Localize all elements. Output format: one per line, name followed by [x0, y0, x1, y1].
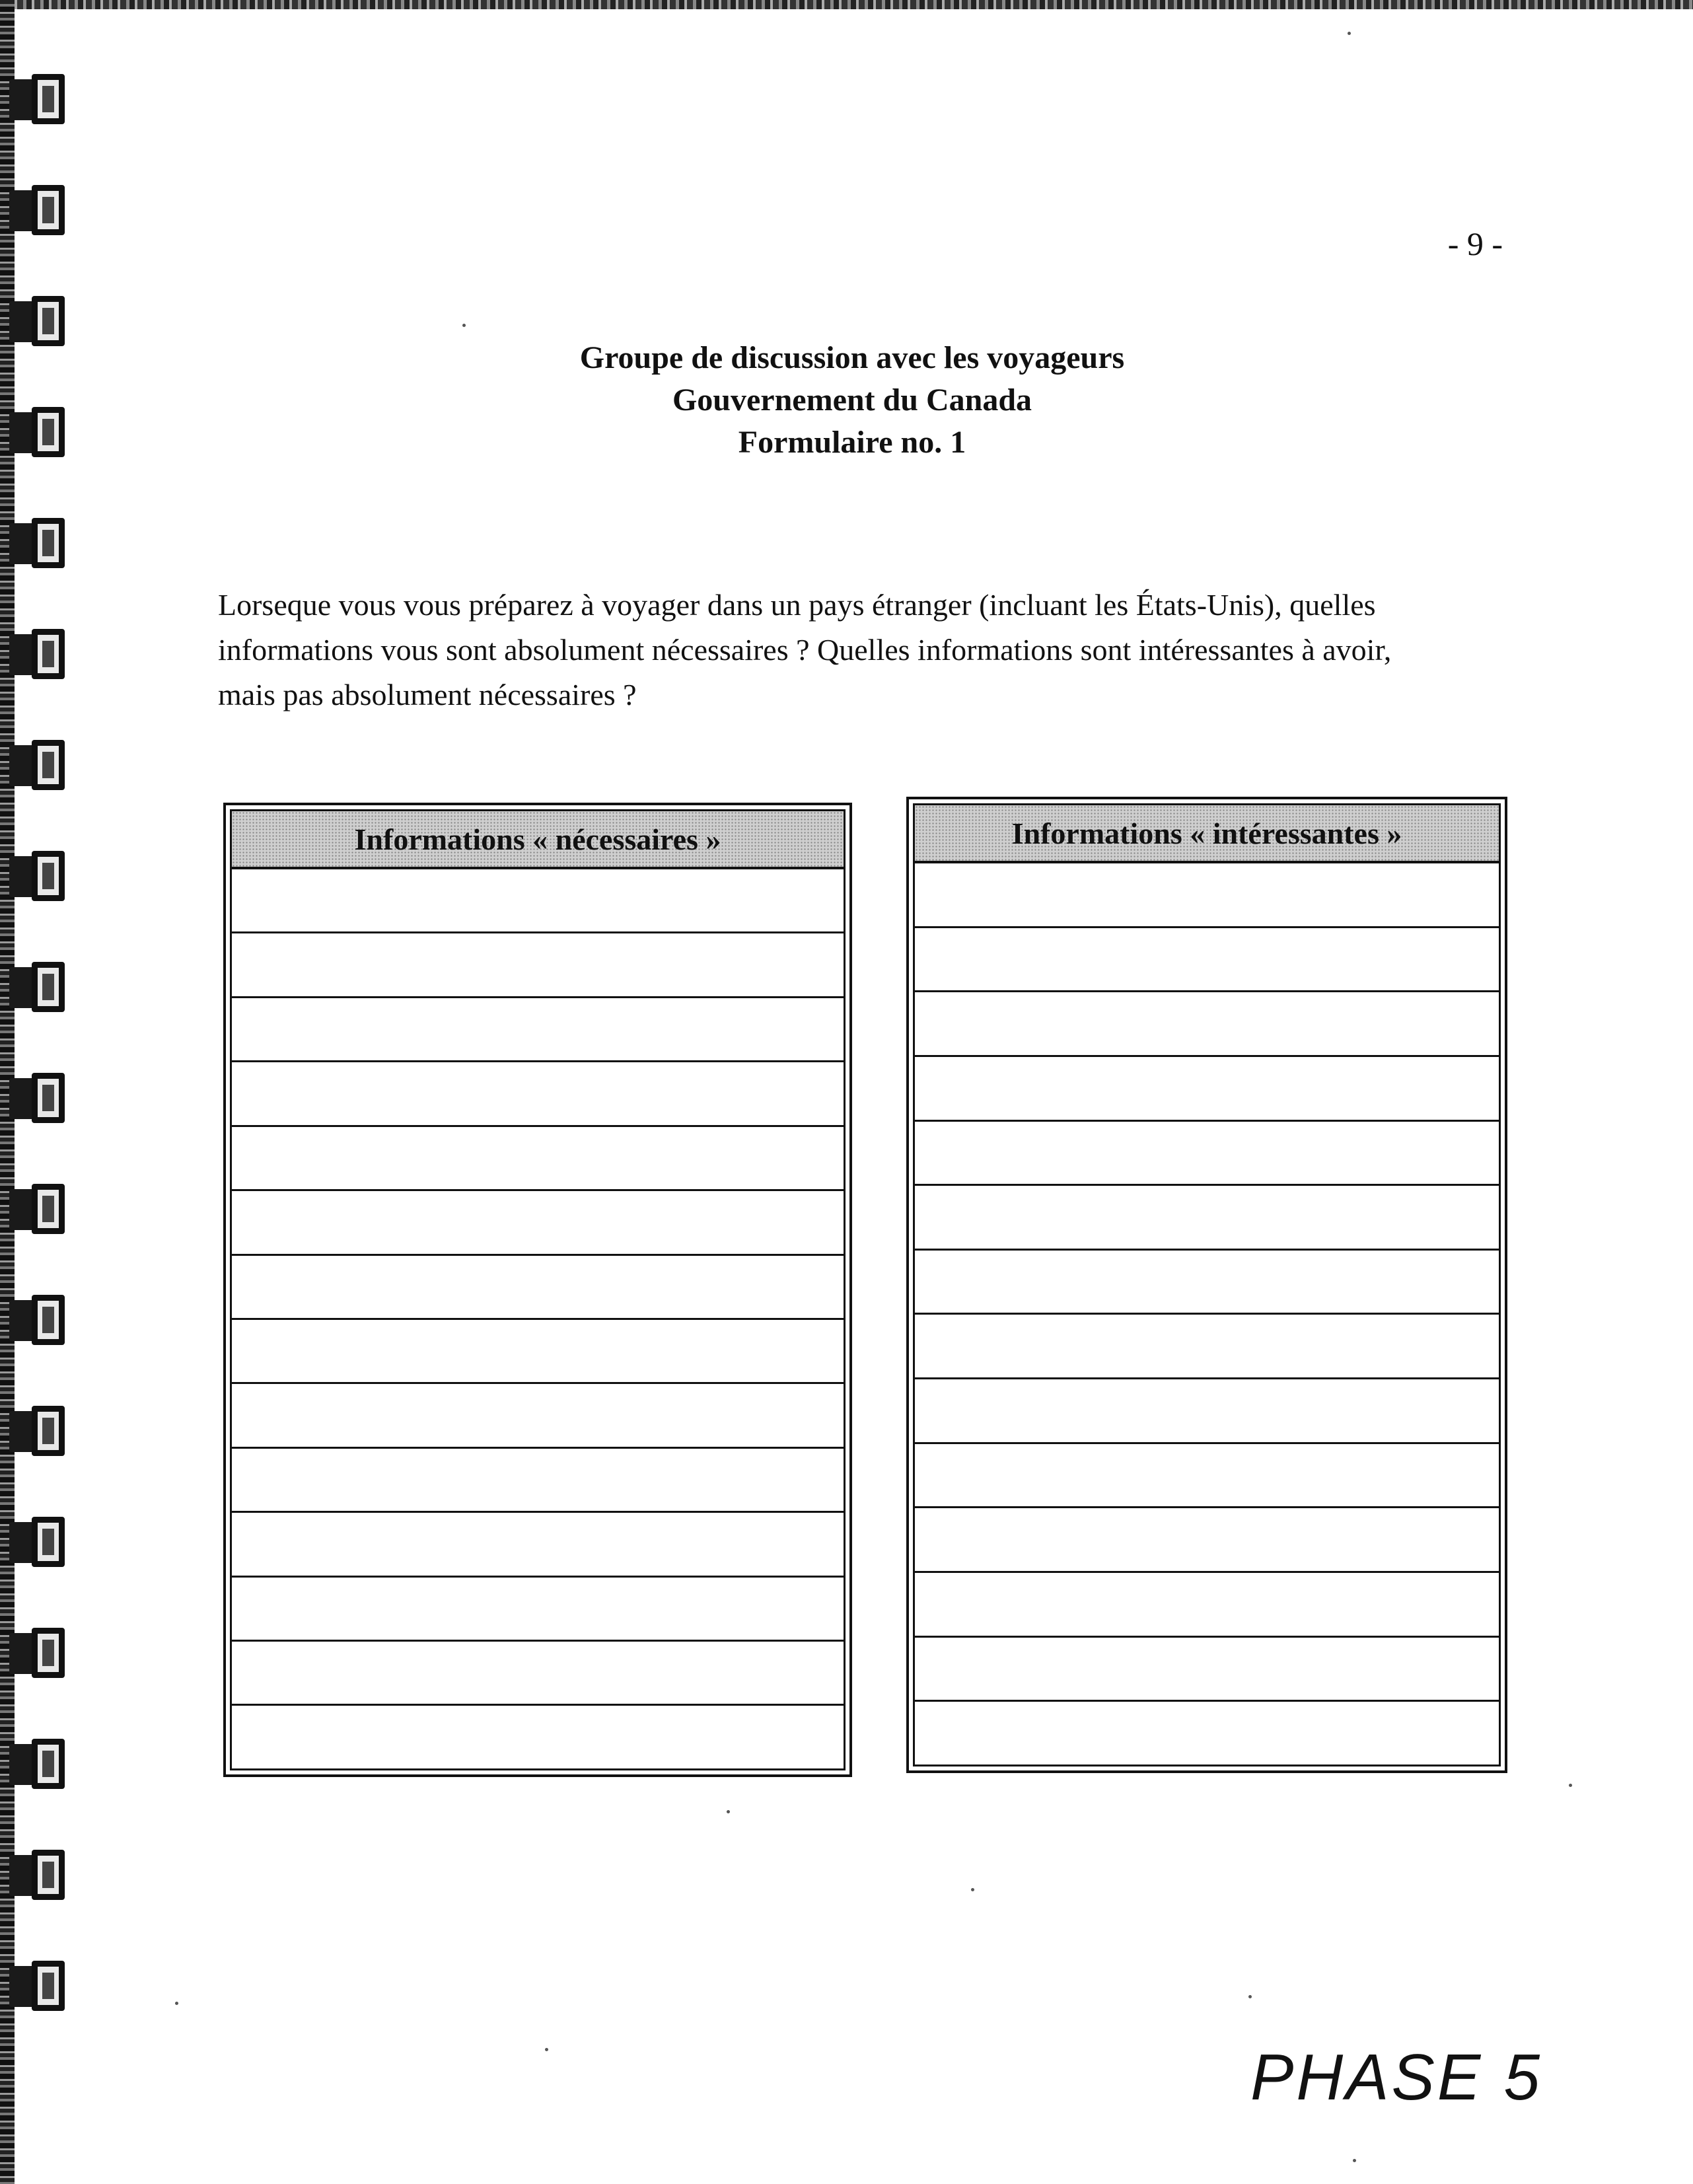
- binder-ring: [9, 1073, 70, 1124]
- table-blank-row: [232, 1127, 844, 1191]
- title-line-2: Gouvernement du Canada: [672, 382, 1032, 418]
- table-blank-row: [232, 1256, 844, 1320]
- scan-speck: [545, 2048, 548, 2051]
- table-interesting-information: [906, 797, 1507, 1773]
- table-inner-frame: [913, 803, 1501, 1766]
- question-line-2: informations vous sont absolument nécessaires ? Quelles informations sont intéressantes à avoir,: [218, 633, 1392, 667]
- scan-speck: [727, 1810, 730, 1813]
- table-blank-row: [232, 1320, 844, 1384]
- table-inner-frame: [230, 809, 846, 1770]
- title-line-3: Formulaire no. 1: [738, 425, 966, 460]
- table-blank-row: [232, 1642, 844, 1706]
- scan-speck: [1248, 1995, 1252, 1998]
- table-header-interesting: Informations « intéressantes »: [915, 805, 1499, 863]
- table-blank-row: [915, 1379, 1499, 1444]
- binder-ring: [9, 1628, 70, 1679]
- table-blank-row: [232, 1449, 844, 1513]
- table-header-necessary: Informations « nécessaires »: [232, 811, 844, 869]
- table-blank-row: [915, 1057, 1499, 1122]
- table-blank-row: [915, 1122, 1499, 1186]
- table-blank-row: [915, 1702, 1499, 1765]
- binder-ring: [9, 1406, 70, 1457]
- table-blank-row: [915, 1186, 1499, 1251]
- scan-speck: [971, 1888, 974, 1891]
- table-blank-row: [232, 998, 844, 1062]
- binder-ring: [9, 740, 70, 791]
- scan-speck: [175, 2002, 178, 2005]
- form-title: [462, 337, 1242, 464]
- table-necessary-information: [223, 803, 852, 1777]
- table-blank-row: [915, 1508, 1499, 1573]
- table-blank-row: [232, 1706, 844, 1768]
- binder-ring: [9, 1739, 70, 1790]
- question-line-1: Lorseque vous vous préparez à voyager dans un pays étranger (incluant les États-Unis), quelles: [218, 588, 1376, 622]
- binder-ring: [9, 1184, 70, 1235]
- table-blank-row: [915, 992, 1499, 1057]
- table-blank-row: [915, 1573, 1499, 1638]
- binder-ring: [9, 1295, 70, 1346]
- title-line-1: Groupe de discussion avec les voyageurs: [579, 340, 1125, 375]
- table-blank-row: [232, 1578, 844, 1642]
- scan-speck: [1569, 1784, 1572, 1787]
- table-blank-row: [915, 1444, 1499, 1509]
- binder-ring: [9, 629, 70, 680]
- question-line-3: mais pas absolument nécessaires ?: [218, 678, 637, 711]
- question-text: [218, 583, 1526, 717]
- table-blank-row: [232, 869, 844, 933]
- scan-top-edge: [0, 0, 1693, 9]
- table-rows: [232, 869, 844, 1768]
- binder-ring: [9, 407, 70, 458]
- binder-ring: [9, 1850, 70, 1901]
- binder-ring: [9, 296, 70, 347]
- scan-speck: [1348, 32, 1351, 35]
- table-blank-row: [232, 1384, 844, 1448]
- binder-ring: [9, 962, 70, 1013]
- table-blank-row: [915, 1251, 1499, 1315]
- table-blank-row: [915, 1638, 1499, 1702]
- binder-ring: [9, 851, 70, 902]
- page-number: - 9 -: [1447, 225, 1503, 262]
- phase-label: PHASE 5: [1250, 2041, 1542, 2113]
- binder-ring: [9, 185, 70, 237]
- table-blank-row: [915, 863, 1499, 928]
- binder-ring: [9, 518, 70, 569]
- table-blank-row: [915, 1315, 1499, 1379]
- scan-speck: [462, 324, 466, 327]
- binder-ring: [9, 1517, 70, 1568]
- binder-ring: [9, 1961, 70, 2012]
- table-blank-row: [232, 1062, 844, 1126]
- table-blank-row: [232, 1191, 844, 1255]
- table-rows: [915, 863, 1499, 1765]
- table-blank-row: [232, 933, 844, 998]
- binder-ring: [9, 74, 70, 126]
- table-blank-row: [915, 928, 1499, 993]
- table-blank-row: [232, 1513, 844, 1577]
- scan-speck: [1353, 2159, 1356, 2162]
